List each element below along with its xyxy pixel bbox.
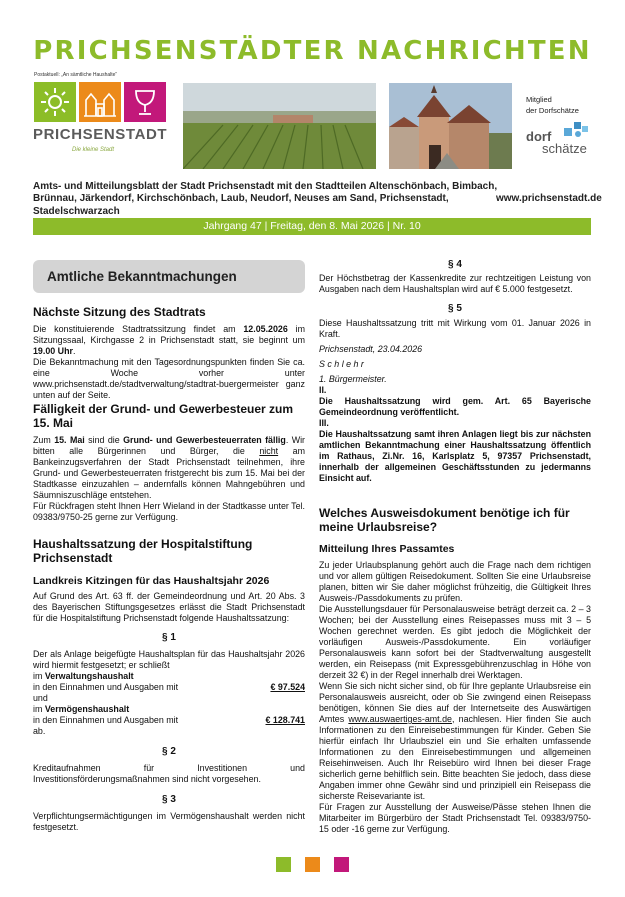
amount-2: € 128.741 (265, 715, 305, 725)
haushalt-intro: Auf Grund des Art. 63 ff. der Gemeindeordnung und Art. 20 Abs. 3 des Bayerischen Stiftungsgesetzes erlässt die Stadt Prichsenstadt für die Hospitalstiftung Prichsenstadt folgende Haushaltssatzung: (33, 591, 305, 623)
post-hint: Postaktuell: „An sämtliche Haushalte“ (34, 72, 118, 78)
auswaertiges-amt-link[interactable]: www.auswaertiges-amt.de (348, 714, 452, 724)
footer-square-orange (305, 857, 320, 872)
ausweis-p1: Zu jeder Urlaubsplanung gehört auch die Frage nach dem richtigen und vor allem gültigen Reisedokument. Sollten Sie eine Urlaubsreise planen, bitten wir Sie daher möglichst frühzeitig, die Gültigkeit Ihres Ausweis-/Passdokuments zu prüfen. (319, 560, 591, 603)
logo-tiles (34, 82, 166, 122)
article-haushalt (33, 537, 305, 833)
signer: S c h l e h r (319, 359, 364, 369)
paragraph-2-heading: § 2 (162, 746, 176, 757)
haushalt-subtitle: Landkreis Kitzingen für das Haushaltsjahr 2026 (33, 575, 270, 587)
haushalt-title: Haushaltssatzung der Hospitalstiftung Prichsenstadt (33, 537, 253, 565)
subtitle: Amts- und Mitteilungsblatt der Stadt Prichsenstadt mit den Stadtteilen Altenschönbach, Bimbach, Brünnau, Järkendorf, Kirchschönbach, Laub, Neudorf, Neuses am Sand, Prichsenstadt, Stadelschwarzach (33, 181, 498, 217)
paragraph-1-heading: § 1 (162, 632, 176, 643)
ausweis-p4: Für Fragen zur Ausstellung der Ausweise/Pässe stehen Ihnen die Mitarbeiter im Bürgerbüro der Stadt Prichsenstadt Tel. 09383/9750-15 oder -16 gerne zur Verfügung. (319, 802, 591, 834)
paragraph-4-heading: § 4 (448, 259, 462, 270)
paragraph-3-heading: § 3 (162, 794, 176, 805)
logo-name: PRICHSENSTADT (33, 126, 168, 143)
footer-square-magenta (334, 857, 349, 872)
website[interactable]: www.prichsenstadt.de (496, 193, 602, 204)
signer-role: 1. Bürgermeister. (319, 374, 387, 384)
stadtrat-title: Nächste Sitzung des Stadtrats (33, 305, 206, 319)
paragraph-4-text: Der Höchstbetrag der Kassenkredite zur rechtzeitigen Leistung von Ausgaben nach dem Haushaltsplan wird auf € 5.000 festgesetzt. (319, 273, 591, 294)
paragraph-2-text: Kreditaufnahmen für Investitionen und Investitionsförderungsmaßnahmen sind nicht vorgesehen. (33, 763, 305, 784)
masthead-title: PRICHSENSTÄDTER NACHRICHTEN (33, 36, 592, 66)
steuer-p1: Zum 15. Mai sind die Grund- und Gewerbesteuerraten fällig. Wir bitten alle Bürgerinnen und Bürger, die nicht am Bankeinzugsverfahren der Stadt Prichsenstadt teilnehmen, ihre Grund- und Gewerbesteuerraten fristgerecht bis zum 15. Mai bei der Stadtkasse einzuzahlen – andernfalls können Mahngebühren und Säumniszuschläge entstehen. (33, 435, 306, 500)
stadtrat-p1: Die konstituierende Stadtratssitzung findet am 12.05.2026 im Sitzungssaal, Kirchgasse 2 in Prichsenstadt statt, sie beginnt um 19.00 Uhr. (33, 324, 305, 356)
article-steuer (33, 402, 305, 523)
issue-dateline: Jahrgang 47 | Freitag, den 8. Mai 2026 | Nr. 10 (33, 218, 591, 235)
verwaltungshaushalt-label: im Verwaltungshaushalt (33, 671, 134, 681)
steuer-title: Fälligkeit der Grund- und Gewerbesteuer zum 15. Mai (33, 402, 294, 430)
schaetze-text: schätze (542, 141, 587, 156)
vineyard-photo (183, 83, 376, 169)
ab-text: ab. (33, 726, 46, 736)
paragraph-5-heading: § 5 (448, 303, 462, 314)
member-label (526, 94, 579, 116)
footer-square-green (276, 857, 291, 872)
town-gate-photo (389, 83, 512, 169)
ausweis-p3: Wenn Sie sich nicht sicher sind, ob für Ihre geplante Urlaubsreise ein Personalausweis ausreicht, oder ob Sie zwingend einen Reisepass benötigen, können Sie dies auf der Internetseite des Auswärtigen Amtes www.auswaertiges-amt.de, nachlesen. Hier finden Sie auch Informationen zu den Einreisebestimmungen für Kinder. Geben Sie hierfür einfach Ihr Urlaubsziel ein und Sie erhalten umfassende Informationen zu den Einreisebestimmungen und allgemeinen Reisehinweisen. Auch Ihr Reisebüro wird Ihnen bei dieser Frage sicherlich gerne behilflich sein. Bitte beachten Sie jedoch, dass diese Angaben immer ohne Gewähr sind und prinzipiell ein Reisepass die sicherste Reisevariante ist. (319, 681, 591, 801)
ausweis-subtitle: Mitteilung Ihres Passamtes (319, 543, 455, 555)
article-ausweis (319, 506, 591, 835)
member-line2: der Dorfschätze (526, 106, 579, 115)
paragraph-3-text: Verpflichtungsermächtigungen im Vermögenshaushalt werden nicht festgesetzt. (33, 811, 305, 832)
member-line1: Mitglied (526, 95, 552, 104)
note-3: Die Haushaltssatzung samt ihren Anlagen liegt bis zur nächsten amtlichen Bekanntmachung einer Haushaltssatzung öffentlich im Rathaus, Zi.Nr. 16, Karlsplatz 5, 97357 Prichsenstadt, innerhalb der allgemeinen Geschäftsstunden zu jedermanns Einsicht auf. (319, 429, 591, 483)
roman-3: III. (319, 418, 329, 428)
und-text: und (33, 693, 48, 703)
dorf-text: dorf (526, 129, 552, 144)
ausweis-title: Welches Ausweisdokument benötige ich für meine Urlaubsreise? (319, 506, 570, 534)
article-stadtrat (33, 305, 305, 401)
section-header (33, 260, 305, 293)
dorfschaetze-logo (526, 120, 596, 160)
sun-icon (34, 82, 76, 122)
amount-row-1: in den Einnahmen und Ausgaben mit € 97.524 (33, 682, 305, 692)
puzzle-icon (562, 120, 592, 140)
amount-row-2: in den Einnahmen und Ausgaben mit € 128.741 (33, 715, 305, 725)
roman-2: II. (319, 385, 327, 395)
note-2: Die Haushaltssatzung wird gem. Art. 65 Bayerische Gemeindeordnung veröffentlicht. (319, 396, 591, 417)
article-haushalt-cont (319, 259, 591, 484)
chalice-icon (124, 82, 166, 122)
steuer-p2: Für Rückfragen steht Ihnen Herr Wieland in der Stadtkasse unter Tel. 09383/9750-25 gerne zur Verfügung. (33, 501, 305, 522)
stadtrat-p2: Die Bekanntmachung mit den Tagesordnungspunkten finden Sie ca. eine Woche vorher unter www.prichsenstadt.de/stadtverwaltung/stadtrat-buergermeister ganz unten auf der Seite. (33, 357, 305, 400)
paragraph-5-text: Diese Haushaltssatzung tritt mit Wirkung vom 01. Januar 2026 in Kraft. (319, 318, 591, 339)
section-title: Amtliche Bekanntmachungen (47, 269, 237, 284)
ausweis-p2: Die Ausstellungsdauer für Personalausweise beträgt derzeit ca. 2 – 3 Wochen; bei der Ausstellung eines Reisepasses muss mit 3 – 5 Wochen gerechnet werden. Es gibt jedoch die Möglichkeit der vorläufigen Ausweis-/Passdokumente. Ein vorläufiger Personalausweis kann sofort bei der Stadtverwaltung ausgestellt werden, ein Reisepass (mit Expressgebührenzuschlag in Höhe von derzeit 32 €) in der Regel innerhalb drei Werktagen. (319, 604, 591, 680)
place-date: Prichsenstadt, 23.04.2026 (319, 344, 423, 354)
paragraph-1-text: Der als Anlage beigefügte Haushaltsplan für das Haushaltsjahr 2026 wird hiermit festgesetzt; er schließt (33, 649, 305, 670)
logo-slogan: Die kleine Stadt (72, 147, 115, 153)
vermoegenshaushalt-label: im Vermögenshaushalt (33, 704, 130, 714)
amount-1: € 97.524 (270, 682, 305, 692)
castle-icon (79, 82, 121, 122)
